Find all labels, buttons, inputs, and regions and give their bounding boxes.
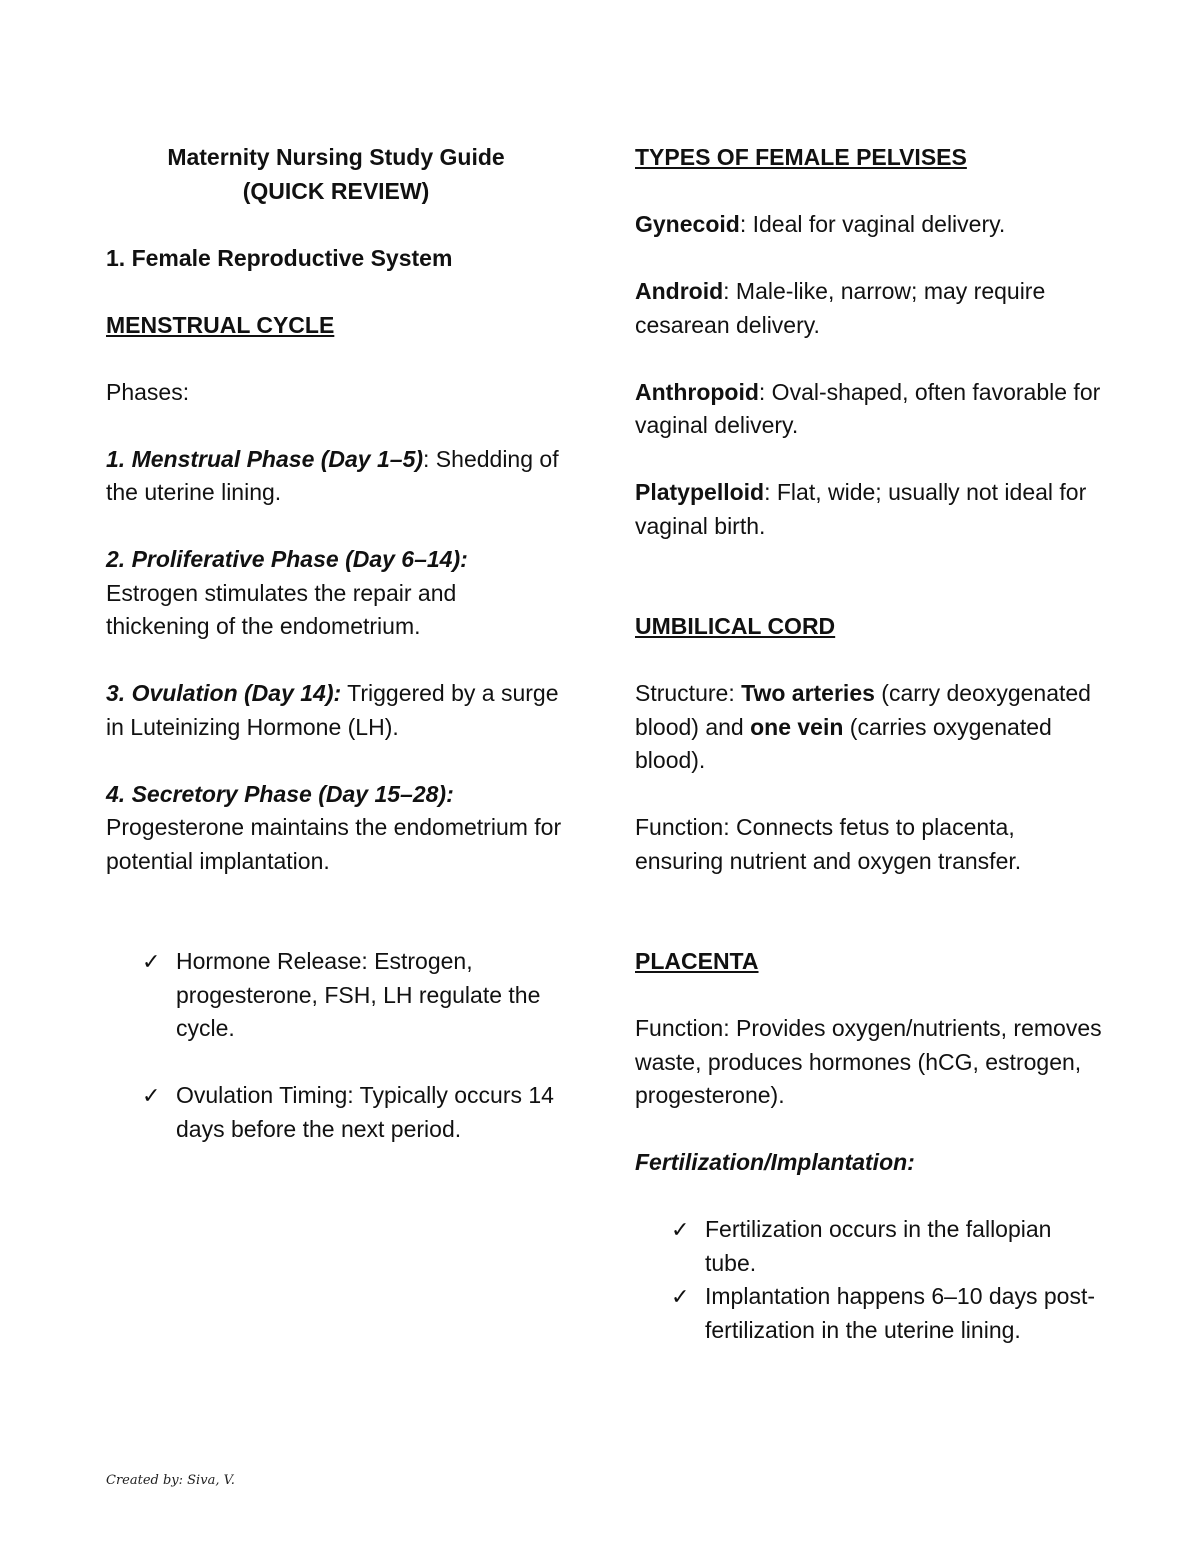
pelvis-item: Gynecoid: Ideal for vaginal delivery. [635,211,1006,237]
checkmark-icon: ✓ [671,1284,690,1309]
doc-subtitle: (QUICK REVIEW) [242,177,430,204]
doc-title: Maternity Nursing Study Guide [167,144,505,170]
right-column [635,141,1105,1347]
checkmark-icon: ✓ [142,949,161,974]
check-item: ✓ Ovulation Timing: Typically occurs 14 days before the next period. [106,1079,566,1146]
check-item: ✓ Implantation happens 6–10 days post-fertilization in the uterine lining. [635,1280,1105,1347]
phase-item: 1. Menstrual Phase (Day 1–5): Shedding of the uterine lining. [106,445,559,505]
footer-credit: Created by: Siva, V. [106,1473,235,1488]
section-heading: 1. Female Reproductive System [106,244,453,271]
menstrual-heading: MENSTRUAL CYCLE [106,311,335,338]
pelvis-heading: TYPES OF FEMALE PELVISES [635,144,967,170]
placenta-heading: PLACENTA [635,948,759,974]
pelvis-item: Android: Male-like, narrow; may require cesarean delivery. [635,278,1046,338]
cord-structure: Structure: Two arteries (carry deoxygenated blood) and one vein (carries oxygenated blood). [635,680,1091,773]
check-item: ✓ Fertilization occurs in the fallopian tube. [635,1213,1105,1280]
pelvis-item: Platypelloid: Flat, wide; usually not ideal for vaginal birth. [635,479,1087,539]
placenta-function: Function: Provides oxygen/nutrients, removes waste, produces hormones (hCG, estrogen, progesterone). [635,1015,1102,1108]
cord-function: Function: Connects fetus to placenta, ensuring nutrient and oxygen transfer. [635,814,1022,874]
fertilization-heading: Fertilization/Implantation: [635,1149,915,1175]
phases-label: Phases: [106,378,190,405]
checkmark-icon: ✓ [671,1217,690,1242]
phase-item: 3. Ovulation (Day 14): Triggered by a surge in Luteinizing Hormone (LH). [106,680,559,740]
phase-item: 2. Proliferative Phase (Day 6–14): Estrogen stimulates the repair and thickening of the endometrium. [106,546,468,639]
left-column [106,141,566,1146]
phase-item: 4. Secretory Phase (Day 15–28): Progesterone maintains the endometrium for potential implantation. [106,780,562,874]
pelvis-item: Anthropoid: Oval-shaped, often favorable for vaginal delivery. [635,378,1101,438]
check-item: ✓ Hormone Release: Estrogen, progesterone, FSH, LH regulate the cycle. [106,945,566,1046]
checkmark-icon: ✓ [142,1083,161,1108]
umbilical-cord-heading: UMBILICAL CORD [635,613,836,639]
